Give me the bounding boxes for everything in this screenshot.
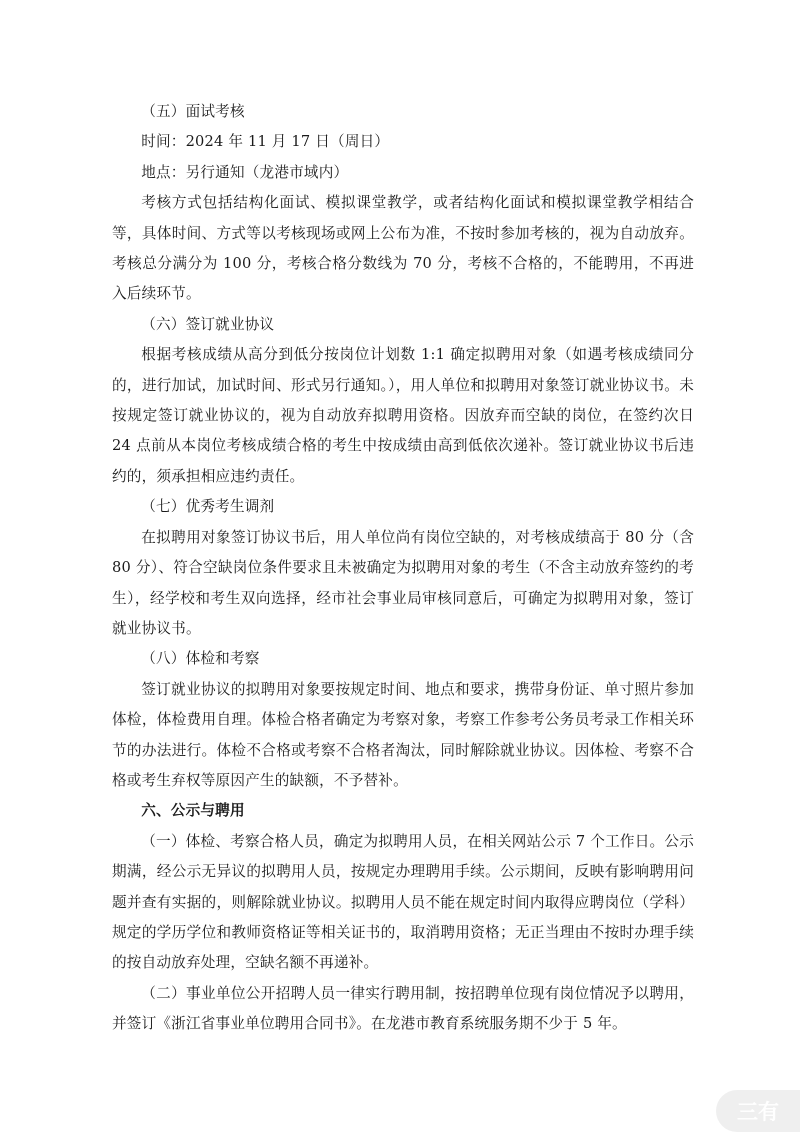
publicity-paragraph-1: （一）体检、考察合格人员，确定为拟聘用人员，在相关网站公示 7 个工作日。公示期满，经公示无异议的拟聘用人员，按规定办理聘用手续。公示期间，反映有影响聘用问题并查有实据的，则解除就业协议。拟聘用人员不能在规定时间内取得应聘岗位（学科）规定的学历学位和教师资格证等相关证书的，取消聘用资格；无正当理由不按时办理手续的按自动放弃处理，空缺名额不再递补。: [112, 832, 694, 972]
interview-location: 地点：另行通知（龙港市域内）: [141, 163, 349, 181]
document-body: [112, 97, 694, 1040]
heading-interview: （五）面试考核: [141, 103, 245, 120]
publicity-paragraph-2: （二）事业单位公开招聘人员一律实行聘用制，按招聘单位现有岗位情况予以聘用，并签订《浙江省事业单位聘用合同书》。在龙港市教育系统服务期不少于 5 年。: [112, 984, 694, 1033]
sign-agreement-paragraph: 根据考核成绩从高分到低分按岗位计划数 1:1 确定拟聘用对象（如遇考核成绩同分的，进行加试，加试时间、形式另行通知。），用人单位和拟聘用对象签订就业协议书。未按规定签订就业协议的，视为自动放弃拟聘用资格。因放弃而空缺的岗位，在签约次日 24 点前从本岗位考核成绩合格的考生中按成绩由高到低依次递补。签订就业协议书后违约的，须承担相应违约责任。: [112, 346, 694, 485]
heading-excellent-candidates: （七）优秀考生调剂: [141, 498, 275, 516]
excellent-candidates-paragraph: 在拟聘用对象签订协议书后，用人单位尚有岗位空缺的，对考核成绩高于 80 分（含 80 分）、符合空缺岗位条件要求且未被确定为拟聘用对象的考生（不含主动放弃签约的考生），经学校和考生双向选择，经市社会事业局审核同意后，可确定为拟聘用对象，签订就业协议书。: [112, 528, 694, 637]
interview-time: 时间：2024 年 11 月 17 日（周日）: [141, 133, 390, 151]
medical-exam-paragraph: 签订就业协议的拟聘用对象要按规定时间、地点和要求，携带身份证、单寸照片参加体检，体检费用自理。体检合格者确定为考察对象，考察工作参考公务员考录工作相关环节的办法进行。体检不合格或考察不合格者淘汰，同时解除就业协议。因体检、考察不合格或考生弃权等原因产生的缺额，不予替补。: [112, 680, 694, 789]
interview-method-paragraph: 考核方式包括结构化面试、模拟课堂教学，或者结构化面试和模拟课堂教学相结合等，具体时间、方式等以考核现场或网上公布为准，不按时参加考核的，视为自动放弃。考核总分满分为 100 分，考核合格分数线为 70 分，考核不合格的，不能聘用，不再进入后续环节。: [112, 194, 694, 303]
section-heading-publicity: 六、公示与聘用: [141, 802, 245, 820]
heading-sign-agreement: （六）签订就业协议: [141, 315, 275, 333]
watermark-logo: 三有: [716, 1090, 800, 1132]
heading-medical-exam: （八）体检和考察: [141, 650, 260, 668]
